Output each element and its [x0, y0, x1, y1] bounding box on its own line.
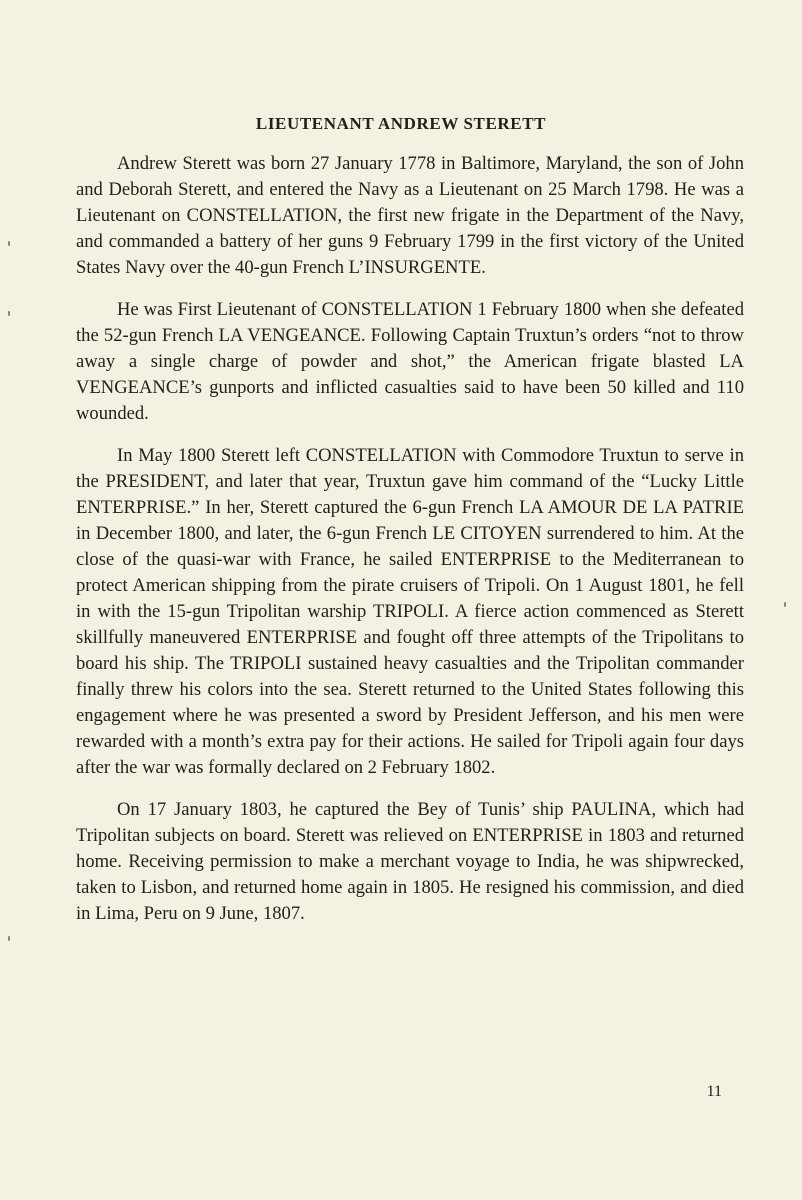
scan-speck [784, 602, 786, 607]
page-number: 11 [706, 1083, 722, 1100]
scan-speck [8, 936, 10, 941]
article-body [76, 151, 744, 943]
scan-speck [8, 311, 10, 316]
paragraph-4: On 17 January 1803, he captured the Bey of Tunis’ ship PAULINA, which had Tripolitan subjects on board. Sterett was relieved on ENTERPRISE in 1803 and returned home. Receiving permission to make a merchant voyage to India, he was shipwrecked, taken to Lisbon, and returned home again in 1805. He resigned his commission, and died in Lima, Peru on 9 June, 1807. [76, 799, 744, 924]
paragraph-3: In May 1800 Sterett left CONSTELLATION with Commodore Truxtun to serve in the PRESIDENT, and later that year, Truxtun gave him command of the “Lucky Little ENTERPRISE.” In her, Sterett captured the 6-gun French LA AMOUR DE LA PATRIE in December 1800, and later, the 6-gun French LE CITOYEN surrendered to him. At the close of the quasi-war with France, he sailed ENTERPRISE to the Mediterranean to protect American shipping from the pirate cruisers of Tripoli. On 1 August 1801, he fell in with the 15-gun Tripolitan warship TRIPOLI. A fierce action commenced as Sterett skillfully maneuvered ENTERPRISE and fought off three attempts of the Tripolitans to board his ship. The TRIPOLI sustained heavy casualties and the Tripolitan commander finally threw his colors into the sea. Sterett returned to the United States following this engagement where he was presented a sword by President Jefferson, and his men were rewarded with a month’s extra pay for their actions. He sailed for Tripoli again four days after the war was formally declared on 2 February 1802. [76, 445, 744, 778]
article-title: LIEUTENANT ANDREW STERETT [255, 114, 547, 133]
paragraph-1: Andrew Sterett was born 27 January 1778 in Baltimore, Maryland, the son of John and Deborah Sterett, and entered the Navy as a Lieutenant on 25 March 1798. He was a Lieutenant on CONSTELLATION, the first new frigate in the Department of the Navy, and commanded a battery of her guns 9 February 1799 in the first victory of the United States Navy over the 40-gun French L’INSURGENTE. [76, 153, 744, 278]
paragraph-2: He was First Lieutenant of CONSTELLATION 1 February 1800 when she defeated the 52-gun French LA VENGEANCE. Following Captain Truxtun’s orders “not to throw away a single charge of powder and shot,” the American frigate blasted LA VENGEANCE’s gunports and inflicted casualties said to have been 50 killed and 110 wounded. [76, 299, 744, 424]
scan-speck [8, 241, 10, 246]
